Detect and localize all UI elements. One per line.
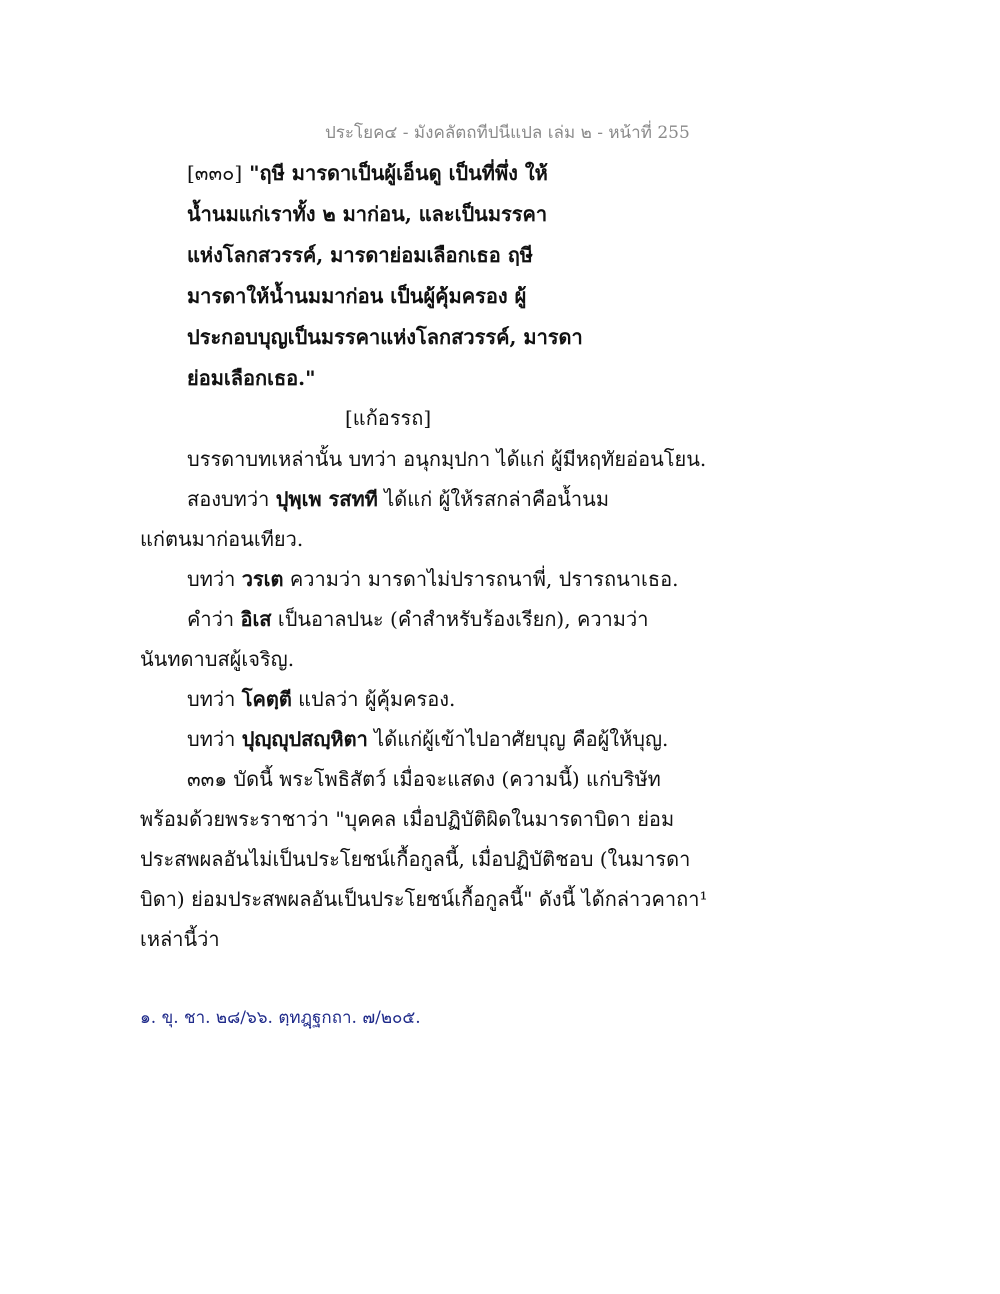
verse-number: [๓๓๐]: [187, 161, 243, 185]
paragraph-7-line-4: บิดา) ย่อมประสพผลอันเป็นประโยชน์เกื้อกูลนี้" ดังนี้ ได้กล่าวคาถา¹: [140, 887, 708, 911]
page-header: ประโยค๔ - มังคลัตถทีปนีแปล เล่ม ๒ - หน้าที่ 255: [325, 123, 690, 143]
paragraph-7-line-2: พร้อมด้วยพระราชาว่า "บุคคล เมื่อปฏิบัติผิดในมารดาบิดา ย่อม: [140, 807, 675, 831]
verse-line-5: ประกอบบุญเป็นมรรคาแห่งโลกสวรรค์, มารดา: [187, 325, 583, 349]
p3-prefix: บทว่า: [187, 567, 242, 591]
verse-line-2: น้ำนมแก่เราทั้ง ๒ มาก่อน, และเป็นมรรคา: [187, 202, 548, 226]
verse-line-3: แห่งโลกสวรรค์, มารดาย่อมเลือกเธอ ฤษี: [187, 243, 533, 267]
verse-line-4: มารดาให้น้ำนมมาก่อน เป็นผู้คุ้มครอง ผู้: [187, 284, 527, 308]
p6-term: ปุญฺญุปสญฺหิตา: [241, 727, 368, 751]
footnote: ๑. ขุ. ชา. ๒๘/๖๖. ตฺทฎฺฐกถา. ๗/๒๐๕.: [140, 1008, 421, 1028]
p5-suffix: แปลว่า ผู้คุ้มครอง.: [291, 687, 456, 711]
paragraph-4-line-1: [187, 604, 648, 634]
paragraph-4-line-2: นันทดาบสผู้เจริญ.: [140, 647, 295, 671]
p2-prefix: สองบทว่า: [187, 487, 276, 511]
p4-suffix: เป็นอาลปนะ (คำสำหรับร้องเรียก), ความว่า: [271, 607, 649, 631]
paragraph-3: [187, 564, 678, 594]
verse-first-line: "ฤษี มารดาเป็นผู้เอ็นดู เป็นที่พึ่ง ให้: [249, 161, 548, 185]
p4-prefix: คำว่า: [187, 607, 241, 631]
paragraph-6: [187, 724, 668, 754]
paragraph-7-line-1: ๓๓๑ บัดนี้ พระโพธิสัตว์ เมื่อจะแสดง (ความนี้) แก่บริษัท: [187, 767, 661, 791]
p3-suffix: ความว่า มารดาไม่ปรารถนาพี่, ปรารถนาเธอ.: [283, 567, 679, 591]
p3-term: วรเต: [241, 567, 284, 591]
paragraph-1: บรรดาบทเหล่านั้น บทว่า อนุกมฺปกา ได้แก่ ผู้มีหฤทัยอ่อนโยน.: [187, 447, 707, 471]
p6-prefix: บทว่า: [187, 727, 242, 751]
paragraph-2-line-2: แก่ตนมาก่อนเทียว.: [140, 527, 304, 551]
paragraph-7-line-5: เหล่านี้ว่า: [140, 927, 220, 951]
section-subheading: [แก้อรรถ]: [345, 406, 432, 430]
paragraph-5: [187, 684, 455, 714]
verse-line-6: ย่อมเลือกเธอ.": [187, 366, 316, 390]
p6-suffix: ได้แก่ผู้เข้าไปอาศัยบุญ คือผู้ให้บุญ.: [367, 727, 669, 751]
p4-term: อิเส: [240, 607, 272, 631]
p5-term: โคตฺตี: [241, 687, 292, 711]
paragraph-7-line-3: ประสพผลอันไม่เป็นประโยชน์เกื้อกูลนี้, เมื่อปฏิบัติชอบ (ในมารดา: [140, 847, 691, 871]
verse-line-1: [187, 158, 548, 188]
p2-suffix: ได้แก่ ผู้ให้รสกล่าคือน้ำนม: [377, 487, 609, 511]
paragraph-2-line-1: [187, 484, 609, 514]
p2-term: ปุพฺเพ รสทที: [275, 487, 378, 511]
p5-prefix: บทว่า: [187, 687, 242, 711]
